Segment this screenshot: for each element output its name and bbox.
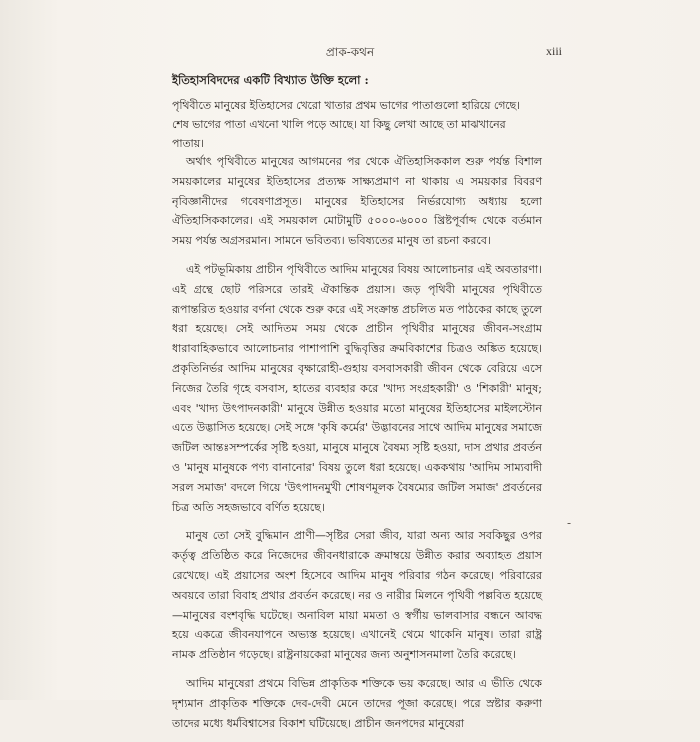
paragraph: অর্থাৎ পৃথিবীতে মানুষের আগমনের পর থেকে ঐতিহাসিককাল শুরু পর্যন্ত বিশাল সময়কালের মানুষের ইতিহাসের প্রত্যক্ষ সাক্ষ্যপ্রমাণ না থাকায় এ সময়কার বিবরণ নৃবিজ্ঞানীদের গবেষণাপ্রসূত। মানুষের ইতিহাসের নির্ভরযোগ্য অধ্যায় হলো ঐতিহাসিককালের। এই সময়কাল মোটামুটি ৫০০০-৬০০০ খ্রিষ্টপূর্বাব্দ থেকে বর্তমান সময় পর্যন্ত অগ্রসরমান। সামনে ভবিতব্য। ভবিষ্যতের মানুষ তা রচনা করবে।: [172, 155, 542, 248]
paragraph: এই পটভূমিকায় প্রাচীন পৃথিবীতে আদিম মানুষের বিষয় আলোচনার এই অবতারণা। এই গ্রন্থে ছোট পরিসরে তারই ঐকান্তিক প্রয়াস। জড় পৃথিবী মানুষের পৃথিবীতে রূপান্তরিত হওয়ার বর্ণনা থেকে শুরু করে এই সংক্রান্ত প্রচলিত মত পাঠকের কাছে তুলে ধরা হয়েছে। সেই আদিতম সময় থেকে প্রাচীন পৃথিবীর মানুষের জীবন-সংগ্রাম ধারাবাহিকভাবে আলোচনার পাশাপাশি বুদ্ধিবৃত্তির ক্রমবিকাশের চিত্রও অঙ্কিত হয়েছে। প্রকৃতিনির্ভর আদিম মানুষের বৃক্ষারোহী-গুহায় বসবাসকারী জীবন থেকে বেরিয়ে এসে নিজের তৈরি গৃহে বসবাস, হাতের ব্যবহার করে 'খাদ্য সংগ্রহকারী' ও 'শিকারী' মানুষ; এবং 'খাদ্য উৎপাদনকারী' মানুষে উন্নীত হওয়ার মতো মানুষের ইতিহাসের মাইলস্টোন এতে উদ্ভাসিত হয়েছে। সেই সঙ্গে 'কৃষি কর্মের' উদ্ভাবনের সাথে আদিম মানুষের সমাজে জটিল আন্তঃসম্পর্কের সৃষ্টি হওয়া, মানুষে মানুষে বৈষম্য সৃষ্টি হওয়া, দাস প্রথার প্রবর্তন ও 'মানুষ মানুষকে পণ্য বানানোর' বিষয় তুলে ধরা হয়েছে। এককথায় 'আদিম সাম্যবাদী সরল সমাজ' বদলে গিয়ে 'উৎপাদনমুখী শোষণমূলক বৈষম্যের জটিল সমাজ' প্রবর্তনের চিত্র অতি সহজভাবে বর্ণিত হয়েছে।: [172, 262, 542, 514]
quote-line: পৃথিবীতে মানুষের ইতিহাসের খেরো খাতার প্রথম ভাগের পাতাগুলো হারিয়ে গেছে।: [172, 99, 521, 112]
running-header-title: প্রাক-কথন: [325, 45, 375, 59]
body-text: [172, 152, 542, 742]
quote-block: [172, 96, 542, 153]
quote-line: পাতায়।: [172, 137, 204, 150]
quote-intro-heading: ইতিহাসবিদদের একটি বিখ্যাত উক্তি হলো :: [172, 73, 369, 87]
page-number: xiii: [546, 44, 563, 58]
margin-mark: -: [567, 516, 572, 530]
paragraph: আদিম মানুষেরা প্রথমে বিভিন্ন প্রাকৃতিক শক্তিকে ভয় করেছে। আর এ ভীতি থেকে দৃশ্যমান প্রাকৃতিক শক্তিকে দেব-দেবী মেনে তাদের পূজা করেছে। পরে স্রষ্টার করুণা তাদের মধ্যে ধর্মবিশ্বাসের বিকাশ ঘটিয়েছে। প্রাচীন জনপদের মানুষেরা: [172, 676, 542, 730]
quote-line: শেষ ভাগের পাতা এখনো খালি পড়ে আছে। যা কিছু লেখা আছে তা মাঝখানের: [172, 118, 506, 131]
paragraph: মানুষ তো সেই বুদ্ধিমান প্রাণী—সৃষ্টির সেরা জীব, যারা অন্য আর সবকিছুর ওপর কর্তৃত্ব প্রতিষ্ঠিত করে নিজেদের জীবনধারাকে ক্রমাম্বয়ে উন্নীত করার অব্যাহত প্রয়াস রেখেছে। এই প্রয়াসের অংশ হিসেবে আদিম মানুষ পরিবার গঠন করেছে। পরিবারের অবয়বে তারা বিবাহ প্রথার প্রবর্তন করেছে। নর ও নারীর মিলনে পৃথিবী পল্লবিত হয়েছে—মানুষের বংশবৃদ্ধি ঘটেছে। অনাবিল মায়া মমতা ও স্বর্গীয় ভালবাসার বন্ধনে আবদ্ধ হয়ে একত্রে জীবনযাপনে অভ্যস্ত হয়েছে। এখানেই থেমে থাকেনি মানুষ। তারা রাষ্ট্র নামক প্রতিষ্ঠান গড়েছে। রাষ্ট্রনায়কেরা মানুষের জন্য অনুশাসনমালা তৈরি করেছে।: [172, 529, 542, 662]
